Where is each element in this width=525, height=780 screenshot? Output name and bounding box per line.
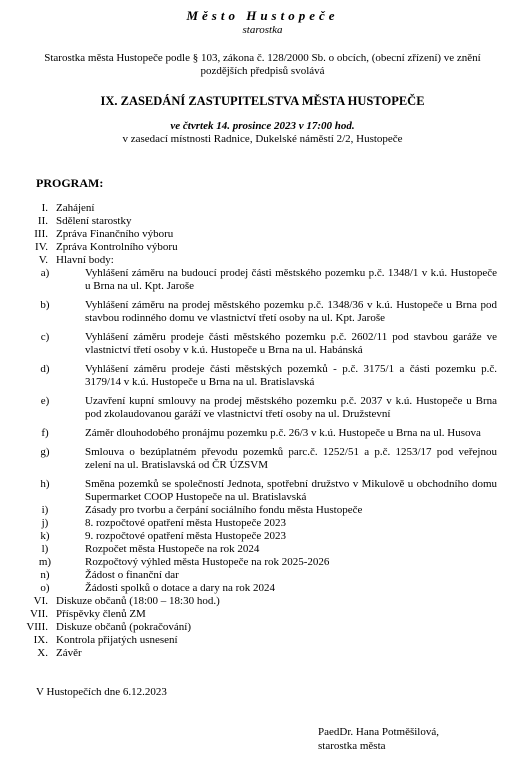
main-point	[0, 530, 525, 543]
main-point	[0, 556, 525, 569]
main-point	[0, 569, 525, 582]
point-text: Žádosti spolků o dotace a dary na rok 2024	[85, 582, 276, 594]
program-item	[0, 647, 525, 660]
point-letter: d)	[40, 363, 50, 375]
point-text: Vyhlášení záměru prodeje části městských pozemků - p.č. 3175/1 a části pozemku p.č. 3179/14 v k.ú. Hustopeče u Brna na ul. Bratislavská	[85, 363, 497, 388]
meeting-heading: IX. ZASEDÁNÍ ZASTUPITELSTVA MĚSTA HUSTOPEČE	[100, 94, 425, 108]
program-item	[0, 202, 525, 215]
point-letter: h)	[40, 478, 50, 490]
item-number: VII.	[29, 608, 48, 620]
main-point	[0, 543, 525, 556]
point-text: Rozpočtový výhled města Hustopeče na rok 2025-2026	[85, 556, 330, 568]
program-item	[0, 595, 525, 608]
signatory-role: starostka města	[318, 740, 386, 752]
point-text: 8. rozpočtové opatření města Hustopeče 2023	[85, 517, 286, 529]
item-number: X.	[37, 647, 48, 659]
point-letter: j)	[41, 517, 49, 529]
point-letter: o)	[40, 582, 50, 594]
main-point	[0, 357, 525, 389]
program-item	[0, 241, 525, 254]
item-text: Závěr	[56, 647, 82, 659]
main-point	[0, 517, 525, 530]
program-list	[0, 202, 525, 660]
point-text: Rozpočet města Hustopeče na rok 2024	[85, 543, 260, 555]
point-letter: e)	[40, 395, 50, 407]
point-letter: k)	[40, 530, 50, 542]
point-text: Uzavření kupní smlouvy na prodej městského pozemku p.č. 2037 v k.ú. Hustopeče u Brna pod zkolaudovanou garáží ve vlastnictví třetí osoby na ul. Družstevní	[85, 395, 497, 420]
item-number: VI.	[33, 595, 48, 607]
item-text: Hlavní body:	[56, 254, 114, 266]
item-text: Zpráva Finančního výboru	[56, 228, 174, 240]
point-text: Vyhlášení záměru prodeje části městského pozemku p.č. 2602/11 pod stavbou garáže ve vlastnictví třetí osoby v k.ú. Hustopeče u Brna na ul. Habánská	[85, 331, 497, 356]
item-text: Diskuze občanů (pokračování)	[56, 621, 192, 633]
item-number: IV.	[35, 241, 48, 253]
signatory-name: PaedDr. Hana Potměšilová,	[318, 726, 439, 738]
program-tail-list	[0, 595, 525, 660]
program-item	[0, 228, 525, 241]
item-text: Kontrola přijatých usnesení	[56, 634, 178, 646]
item-text: Příspěvky členů ZM	[56, 608, 146, 620]
point-letter: b)	[40, 299, 50, 311]
main-point	[0, 267, 525, 293]
point-letter: l)	[41, 543, 49, 555]
issuer-subtitle: starostka	[242, 24, 283, 36]
program-item	[0, 215, 525, 228]
point-text: Smlouva o bezúplatném převodu pozemků parc.č. 1252/51 a p.č. 1253/17 pod veřejnou zelení na ul. Bratislavská od ČR ÚZSVM	[85, 446, 497, 471]
item-number: V.	[38, 254, 48, 266]
point-text: Žádost o finanční dar	[85, 569, 179, 581]
program-item	[0, 621, 525, 634]
place-and-date: V Hustopečích dne 6.12.2023	[36, 686, 167, 698]
town-name: Město Hustopeče	[186, 8, 339, 23]
meeting-date: ve čtvrtek 14. prosince 2023 v 17:00 hod.	[170, 120, 355, 132]
point-text: Zásady pro tvorbu a čerpání sociálního fondu města Hustopeče	[85, 504, 363, 516]
point-letter: i)	[41, 504, 49, 516]
item-number: III.	[34, 228, 48, 240]
point-text: Záměr dlouhodobého pronájmu pozemku p.č. 26/3 v k.ú. Hustopeče u Brna na ul. Husova	[85, 427, 481, 439]
point-letter: a)	[40, 267, 50, 279]
point-text: Směna pozemků se společností Jednota, spotřební družstvo v Mikulově u obchodního domu Supermarket COOP Hustopeče na ul. Bratislavská	[85, 478, 497, 503]
main-point	[0, 421, 525, 440]
point-letter: f)	[41, 427, 49, 439]
item-number: IX.	[33, 634, 48, 646]
main-point	[0, 504, 525, 517]
main-point	[0, 440, 525, 472]
item-text: Zpráva Kontrolního výboru	[56, 241, 178, 253]
point-text: Vyhlášení záměru na budoucí prodej části městského pozemku p.č. 1348/1 v k.ú. Hustopeče u Brna na ul. Kpt. Jaroše	[85, 267, 497, 292]
program-label: PROGRAM:	[36, 176, 104, 190]
point-letter: m)	[38, 556, 52, 568]
point-text: Vyhlášení záměru na prodej městského pozemku p.č. 1348/36 v k.ú. Hustopeče u Brna pod stavbou rodinného domu ve vlastnictví třetí osoby na ul. Kpt. Jaroše	[85, 299, 497, 324]
program-item	[0, 634, 525, 647]
item-text: Zahájení	[56, 202, 95, 214]
main-point	[0, 472, 525, 504]
program-item	[0, 254, 525, 267]
item-text: Sdělení starostky	[56, 215, 132, 227]
item-text: Diskuze občanů (18:00 – 18:30 hod.)	[56, 595, 220, 607]
meeting-location: v zasedací místnosti Radnice, Dukelské náměstí 2/2, Hustopeče	[122, 133, 403, 145]
program-item	[0, 608, 525, 621]
main-point	[0, 293, 525, 325]
item-number: VIII.	[26, 621, 48, 633]
main-point	[0, 325, 525, 357]
intro-paragraph: Starostka města Hustopeče podle § 103, zákona č. 128/2000 Sb. o obcích, (obecní zřízení) ve znění pozdějších předpisů svolává	[44, 52, 481, 77]
main-point	[0, 582, 525, 595]
main-points-list	[0, 267, 525, 595]
point-text: 9. rozpočtové opatření města Hustopeče 2023	[85, 530, 286, 542]
point-letter: n)	[40, 569, 50, 581]
item-number: I.	[41, 202, 48, 214]
item-number: II.	[37, 215, 48, 227]
point-letter: g)	[40, 446, 50, 458]
main-point	[0, 389, 525, 421]
point-letter: c)	[40, 331, 50, 343]
